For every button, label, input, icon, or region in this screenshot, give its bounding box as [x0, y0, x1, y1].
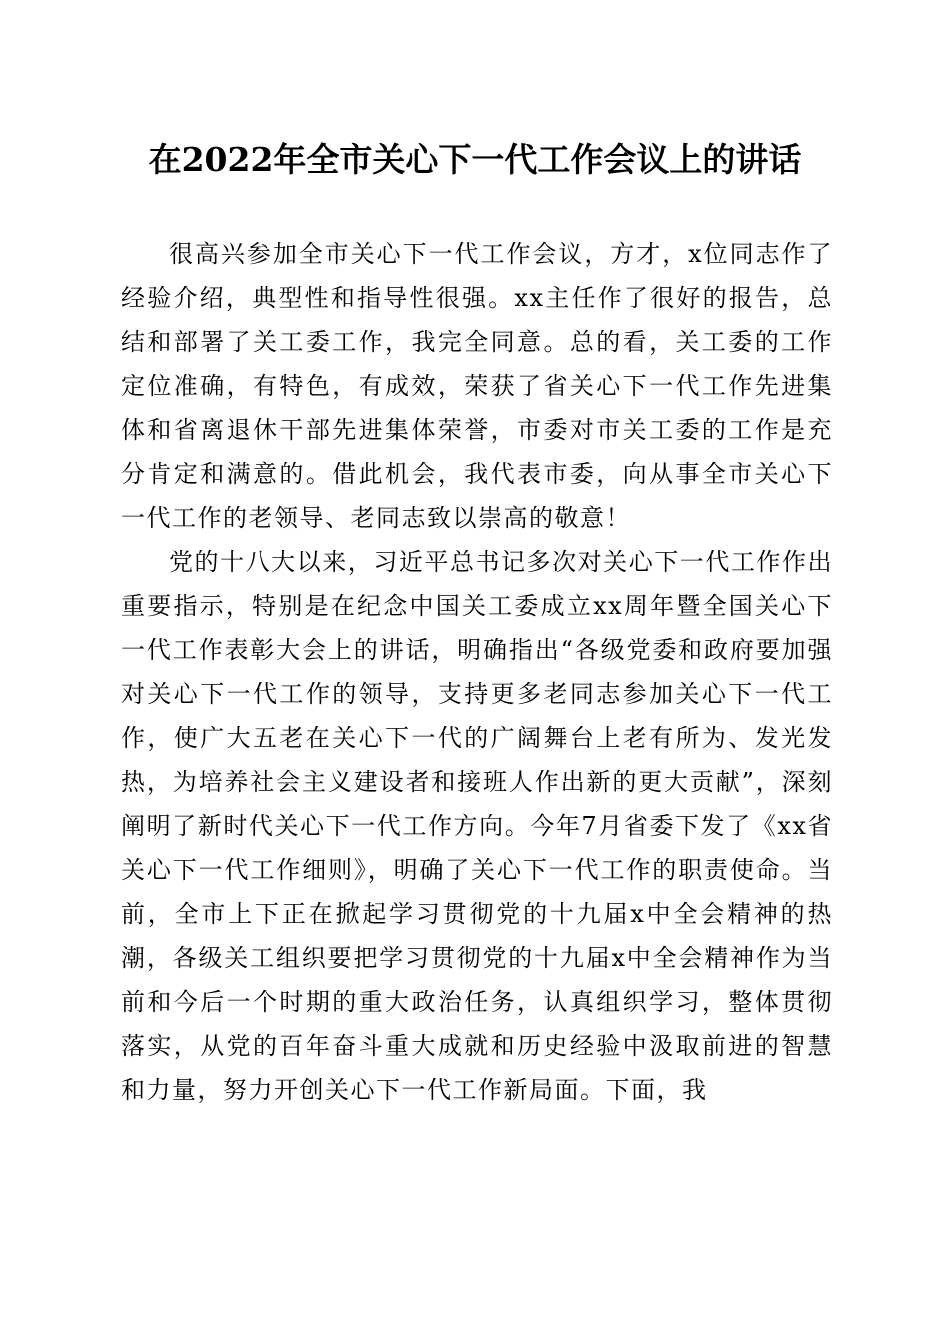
- paragraph-1: 很高兴参加全市关心下一代工作会议，方才，x位同志作了经验介绍，典型性和指导性很强。xx主任作了很好的报告，总结和部署了关工委工作，我完全同意。总的看，关工委的工作定位准确，有特色，有成效，荣获了省关心下一代工作先进集体和省离退休干部先进集体荣誉，市委对市关工委的工作是充分肯定和满意的。借此机会，我代表市委，向从事全市关心下一代工作的老领导、老同志致以崇高的敬意！: [121, 240, 833, 532]
- paragraph-2: 党的十八大以来，习近平总书记多次对关心下一代工作作出重要指示，特别是在纪念中国关工委成立xx周年暨全国关心下一代工作表彰大会上的讲话，明确指出“各级党委和政府要加强对关心下一代工作的领导，支持更多老同志参加关心下一代工作，使广大五老在关心下一代的广阔舞台上老有所为、发光发热，为培养社会主义建设者和接班人作出新的更大贡献”，深刻阐明了新时代关心下一代工作方向。今年7月省委下发了《xx省关心下一代工作细则》，明确了关心下一代工作的职责使命。当前，全市上下正在掀起学习贯彻党的十九届x中全会精神的热潮，各级关工组织要把学习贯彻党的十九届x中全会精神作为当前和今后一个时期的重大政治任务，认真组织学习，整体贯彻落实，从党的百年奋斗重大成就和历史经验中汲取前进的智慧和力量，努力开创关心下一代工作新局面。下面，我: [121, 548, 833, 1104]
- document-body: [121, 232, 833, 1112]
- page-title: 在2022年全市关心下一代工作会议上的讲话: [148, 140, 802, 179]
